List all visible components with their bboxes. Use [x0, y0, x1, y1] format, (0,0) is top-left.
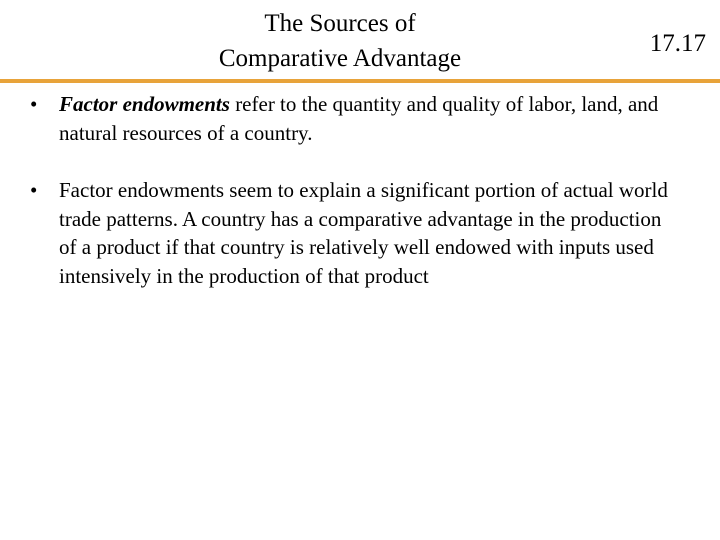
bullet-text: refer to the quantity and quality of labor, land, and natural resources of a country. [59, 92, 659, 145]
bullet-icon: • [30, 92, 38, 116]
slide-title [170, 6, 510, 76]
bullet-list [26, 90, 676, 290]
bullet-item-trade-patterns [26, 176, 676, 290]
title-divider [0, 79, 720, 83]
slide-number: 17.17 [649, 30, 706, 57]
bullet-term: Factor endowments [59, 92, 230, 116]
slide-title-line-2: Comparative Advantage [218, 45, 462, 72]
bullet-icon: • [30, 178, 38, 202]
slide-title-line-1: The Sources of [264, 10, 416, 37]
bullet-text: Factor endowments seem to explain a significant portion of actual world trade patterns. A country has a comparative advantage in the production of a product if that country is relatively well endowed with inputs used intensively in the production of that product [59, 178, 668, 288]
bullet-item-factor-endowments-definition [26, 90, 676, 147]
